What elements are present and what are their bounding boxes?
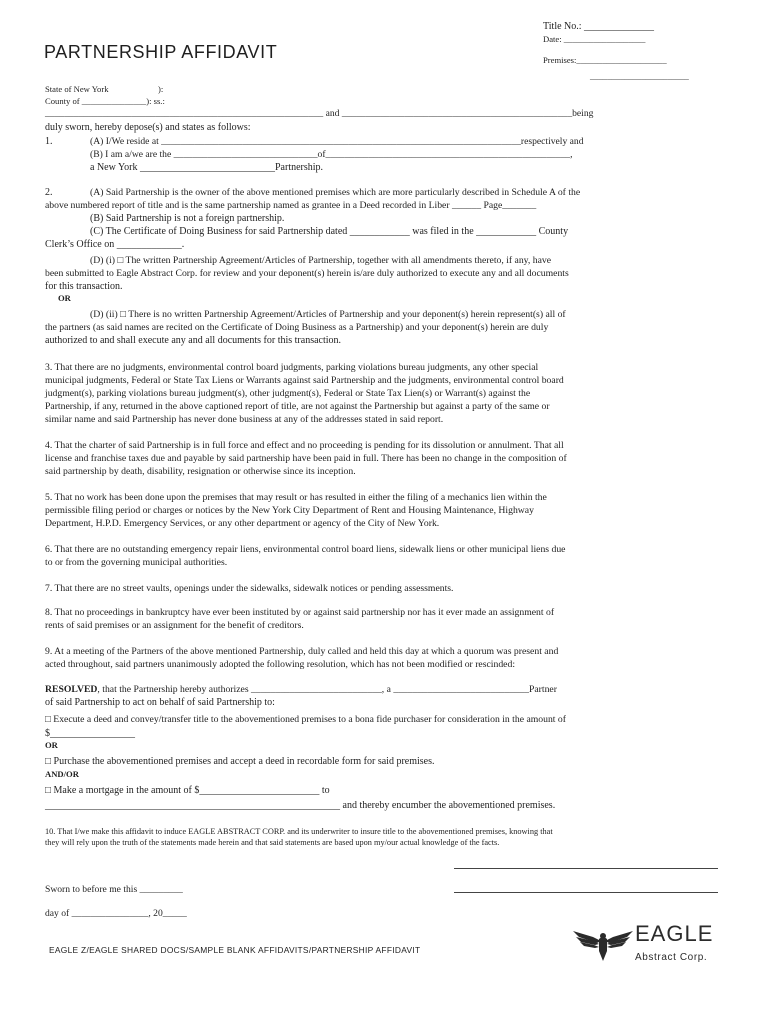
paragraph-3-line: municipal judgments, Federal or State Tax Liens or Warrants against said Partnership and the judgments, environmental control board xyxy=(45,375,564,386)
paragraph-4-line: said partnership by death, disability, resignation or otherwise since its inception. xyxy=(45,466,356,477)
paragraph-10-line: they will rely upon the truth of the statements made herein and that said statements are based upon my/our actual knowledge of the facts. xyxy=(45,838,500,847)
or-label-2: OR xyxy=(45,740,58,750)
paragraph-9-line: acted throughout, said partners unanimously adopted the following resolution, which has not been modified or rescinded: xyxy=(45,659,516,670)
eagle-icon xyxy=(571,927,635,963)
resolved-line2: of said Partnership to act on behalf of said Partnership to: xyxy=(45,697,275,708)
paragraph-5-line: permissible filing period or charges or notices by the New York City Department of Rent and Housing Maintenance, Highway xyxy=(45,505,534,516)
signature-line-2 xyxy=(454,892,718,893)
signature-line-1 xyxy=(454,868,718,869)
paragraph-3-line: judgment(s), parking violations bureau judgment(s), other judgment(s), Federal or State Tax Lien(s) or Warrant(s) against the xyxy=(45,388,531,399)
state-label: State of New York xyxy=(45,84,109,94)
paragraph-6-line: 6. That there are no outstanding emergency repair liens, environmental control board liens, sidewalk liens or other municipal liens due xyxy=(45,544,566,555)
paragraph-2c-line2: Clerk’s Office on _____________. xyxy=(45,239,185,250)
paragraph-4-line: license and franchise taxes due and payable by said partnership have been paid in full. There has been no change in the composition of xyxy=(45,453,567,464)
paragraph-2a-line2: above numbered report of title and is the same partnership named as grantee in a Deed recorded in Liber ______ Page_______ xyxy=(45,200,537,211)
paragraph-6-line: to or from the governing municipal authorities. xyxy=(45,557,228,568)
logo-wordmark: EAGLE xyxy=(635,921,714,946)
paragraph-2-number: 2. xyxy=(45,187,53,198)
resolved-line xyxy=(45,683,557,696)
paragraph-2c: (C) The Certificate of Doing Business for said Partnership dated ____________ was filed in the ____________ County xyxy=(90,226,569,237)
paragraph-1-number: 1. xyxy=(45,136,53,147)
option-mortgage: □ Make a mortgage in the amount of $________________________ to xyxy=(45,785,330,796)
paragraph-1b: (B) I am a/we are the ______________________________of___________________________________________________, xyxy=(90,149,573,160)
paragraph-4-line: 4. That the charter of said Partnership is in full force and effect and no proceeding is pending for its dissolution or annulment. That all xyxy=(45,440,564,451)
paragraph-10-line: 10. That I/we make this affidavit to induce EAGLE ABSTRACT CORP. and its underwriter to insure title to the abovementioned premises, knowing that xyxy=(45,827,553,836)
paragraph-2a: (A) Said Partnership is the owner of the above mentioned premises which are more particularly described in Schedule A of the xyxy=(90,187,581,198)
premises-field-line2: _______________________ xyxy=(590,71,689,81)
resolved-label: RESOLVED xyxy=(45,684,98,695)
eagle-abstract-logo xyxy=(571,921,721,965)
sworn-statement: duly sworn, hereby depose(s) and states as follows: xyxy=(45,122,251,133)
sworn-to-before-me: Sworn to before me this _________ xyxy=(45,884,183,895)
logo-subtitle: Abstract Corp. xyxy=(635,952,708,963)
and-or-label: AND/OR xyxy=(45,769,79,779)
county-label: County of _______________): ss.: xyxy=(45,96,165,106)
paragraph-8-line: rents of said premises or an assignment for the benefit of creditors. xyxy=(45,620,304,631)
option-execute-deed-amount: $_________________ xyxy=(45,728,135,739)
date-field: Date: ___________________ xyxy=(543,34,646,44)
deponent-names-line: __________________________________________________________ and ________________________________________________being xyxy=(45,108,594,119)
paragraph-5-line: Department, H.P.D. Emergency Services, or any other department or agency of the City of New York. xyxy=(45,518,440,529)
paragraph-2b: (B) Said Partnership is not a foreign partnership. xyxy=(90,213,285,224)
resolved-text: , that the Partnership hereby authorizes ___________________________, a ____________________________Partner xyxy=(97,684,557,695)
paragraph-2d-i: (D) (i) □ The written Partnership Agreement/Articles of Partnership, together with all amendments thereto, if any, have xyxy=(90,255,552,266)
paragraph-8-line: 8. That no proceedings in bankruptcy have ever been instituted by or against said partnership nor has it ever made an assignment of xyxy=(45,607,555,618)
paragraph-1b-line2: a New York ___________________________Partnership. xyxy=(90,162,324,173)
paragraph-1a: (A) I/We reside at ___________________________________________________________________________respectively and xyxy=(90,136,584,147)
title-no-field: Title No.: ______________ xyxy=(543,21,655,32)
paragraph-2d-ii: (D) (ii) □ There is no written Partnership Agreement/Articles of Partnership and your deponent(s) herein represent(s) all of xyxy=(90,309,566,320)
paragraph-2d-ii-line3: authorized to and shall execute any and all documents for this transaction. xyxy=(45,335,342,346)
state-paren: ): xyxy=(158,84,164,94)
page-title: PARTNERSHIP AFFIDAVIT xyxy=(44,42,278,62)
paragraph-2d-i-line3: for this transaction. xyxy=(45,281,123,292)
paragraph-3-line: 3. That there are no judgments, environmental control board judgments, parking violations bureau judgments, any other special xyxy=(45,362,539,373)
paragraph-9-line: 9. At a meeting of the Partners of the above mentioned Partnership, duly called and held this day at which a quorum was present and xyxy=(45,646,559,657)
paragraph-2d-i-line2: been submitted to Eagle Abstract Corp. for review and your deponent(s) herein is/are duly authorized to execute any and all documents xyxy=(45,268,569,279)
document-path: EAGLE Z/EAGLE SHARED DOCS/SAMPLE BLANK AFFIDAVITS/PARTNERSHIP AFFIDAVIT xyxy=(49,945,421,955)
option-purchase: □ Purchase the abovementioned premises and accept a deed in recordable form for said premises. xyxy=(45,756,435,767)
paragraph-7: 7. That there are no street vaults, openings under the sidewalks, sidewalk notices or pending assessments. xyxy=(45,583,454,594)
paragraph-2d-ii-line2: the partners (as said names are recited on the Certificate of Doing Business as a Partnership) and your deponent(s) herein are duly xyxy=(45,322,549,333)
option-execute-deed: □ Execute a deed and convey/transfer title to the abovementioned premises to a bona fide purchaser for consideration in the amount of xyxy=(45,714,566,725)
or-label: OR xyxy=(58,293,71,303)
paragraph-5-line: 5. That no work has been done upon the premises that may result or has resulted in either the filing of a mechanics lien within the xyxy=(45,492,547,503)
premises-field: Premises:_____________________ xyxy=(543,55,667,65)
sworn-day-line: day of ________________, 20_____ xyxy=(45,908,187,919)
paragraph-3-line: Partnership, if any, returned in the above captioned report of title, are not against the Partnership but against a party of the same or xyxy=(45,401,550,412)
option-mortgage-line2: ___________________________________________________________ and thereby encumber the abovementioned premises. xyxy=(45,800,556,811)
paragraph-3-line: similar name and said Partnership has never done business at any of the addresses stated in said report. xyxy=(45,414,444,425)
